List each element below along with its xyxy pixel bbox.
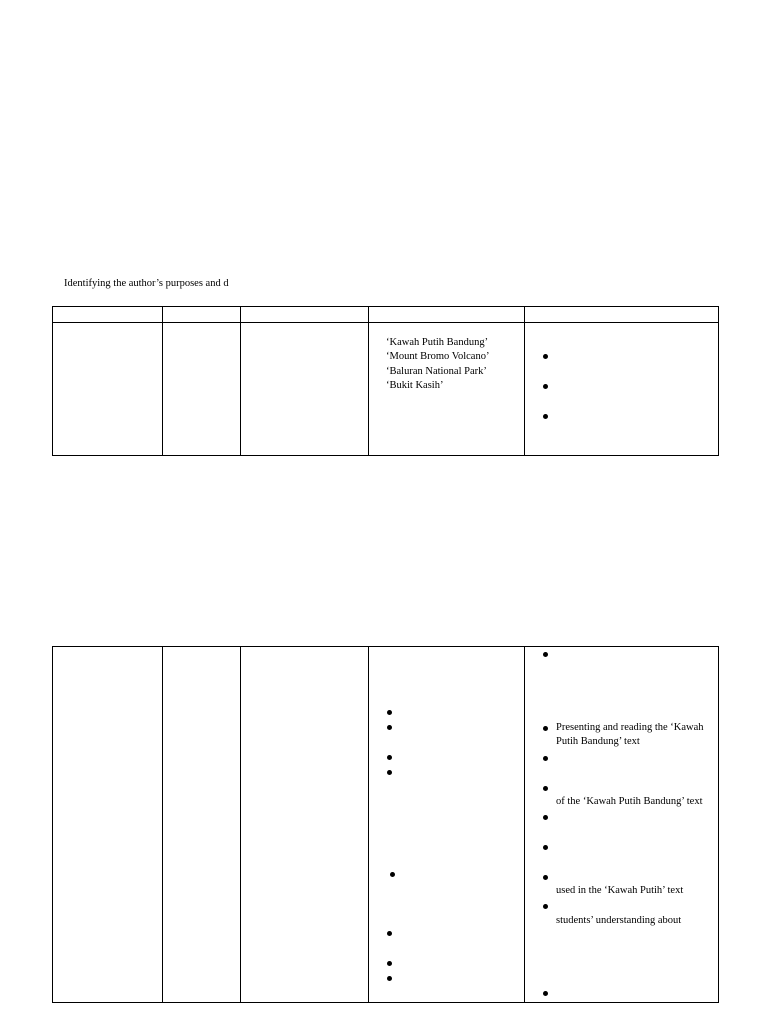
bullet: [543, 786, 548, 791]
bullet: [543, 991, 548, 996]
text-title-baluran: ‘Baluran National Park’: [386, 366, 487, 377]
step-students-text: students’ understanding about: [556, 915, 682, 926]
intro-text: Identifying the author’s purposes and d: [64, 278, 229, 289]
bullet: [543, 384, 548, 389]
table-1: [52, 306, 719, 456]
table-2-col-divider-3: [368, 647, 369, 1002]
step-of-text: of the ‘Kawah Putih Bandung’ text: [556, 796, 703, 807]
table-1-col-divider-2: [240, 307, 241, 455]
bullet: [387, 976, 392, 981]
table-1-col-divider-3: [368, 307, 369, 455]
step-presenting-text: Presenting and reading the ‘Kawah: [556, 722, 704, 733]
bullet: [543, 875, 548, 880]
bullet: [387, 710, 392, 715]
table-1-header-divider: [53, 322, 718, 323]
text-title-bukit-kasih: ‘Bukit Kasih’: [386, 380, 444, 391]
bullet: [387, 755, 392, 760]
bullet: [543, 845, 548, 850]
bullet: [543, 652, 548, 657]
bullet: [543, 904, 548, 909]
bullet: [387, 725, 392, 730]
bullet: [387, 961, 392, 966]
text-title-kawah-putih: ‘Kawah Putih Bandung’: [386, 337, 489, 348]
bullet: [543, 726, 548, 731]
step-presenting-text-cont: Putih Bandung’ text: [556, 736, 640, 747]
bullet: [543, 414, 548, 419]
bullet: [543, 815, 548, 820]
table-1-col-divider-4: [524, 307, 525, 455]
bullet: [390, 872, 395, 877]
text-title-mount-bromo: ‘Mount Bromo Volcano’: [386, 351, 490, 362]
bullet: [543, 354, 548, 359]
table-2: [52, 646, 719, 1003]
step-used-in-text: used in the ‘Kawah Putih’ text: [556, 885, 684, 896]
table-1-col-divider-1: [162, 307, 163, 455]
bullet: [387, 770, 392, 775]
bullet: [543, 756, 548, 761]
table-2-col-divider-1: [162, 647, 163, 1002]
bullet: [387, 931, 392, 936]
table-2-col-divider-4: [524, 647, 525, 1002]
table-2-col-divider-2: [240, 647, 241, 1002]
